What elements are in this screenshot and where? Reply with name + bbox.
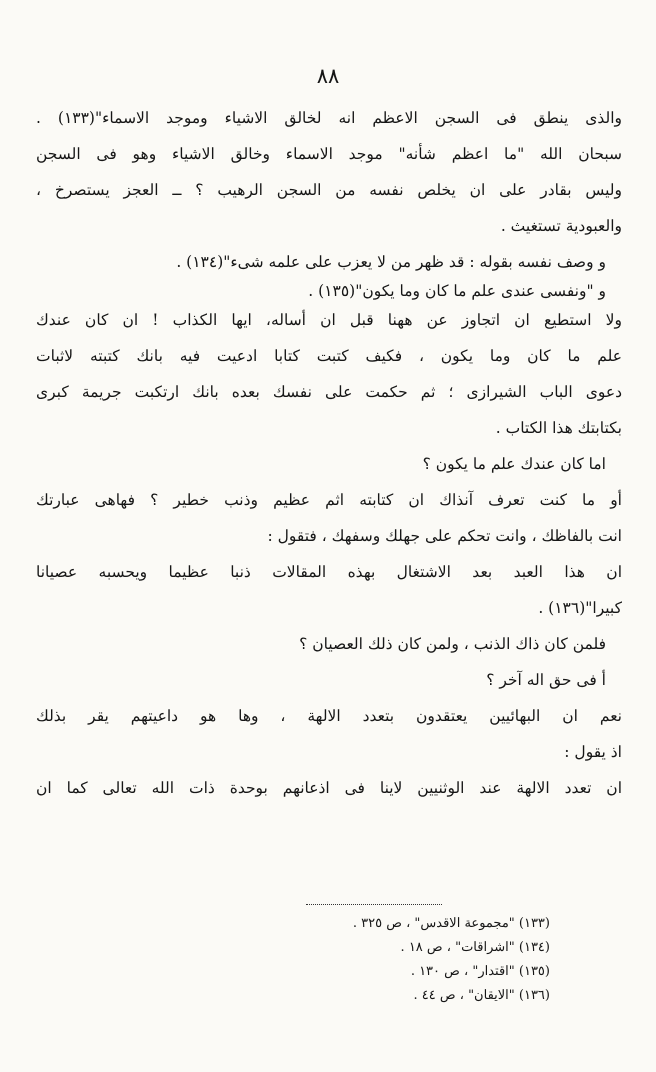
text-line: نعم ان البهائيين يعتقدون بتعدد الالهة ، وها هو داعيتهم يقر بذلك (36, 707, 622, 725)
text-line: سبحان الله "ما اعظم شأنه" موجد الاسماء وخالق الاشياء وهو فى السجن (36, 145, 622, 163)
text-line: و وصف نفسه بقوله : قد ظهر من لا يعزب على علمه شىء"(١٣٤) . (176, 253, 606, 271)
text-line: ان هذا العبد بعد الاشتغال بهذه المقالات ذنبا عظيما ويحسبه عصيانا (36, 563, 622, 581)
text-line: فلمن كان ذاك الذنب ، ولمن كان ذلك العصيان ؟ (299, 635, 606, 653)
text-line: وليس بقادر على ان يخلص نفسه من السجن الرهيب ؟ ــ العجز يستصرخ ، (36, 181, 622, 199)
text-line: بكتابتك هذا الكتاب . (495, 419, 622, 437)
footnotes (300, 912, 550, 1008)
main-text (36, 100, 622, 806)
text-line: أ فى حق اله آخر ؟ (486, 671, 606, 689)
text-line: اما كان عندك علم ما يكون ؟ (422, 455, 606, 473)
text-line: علم ما كان وما يكون ، فكيف كتبت كتابا ادعيت فيه بانك كتبته لاثبات (36, 347, 622, 365)
text-line: أو ما كنت تعرف آنذاك ان كتابته اثم عظيم وذنب خطير ؟ فهاهى عبارتك (36, 491, 622, 509)
text-line: والذى ينطق فى السجن الاعظم انه لخالق الاشياء وموجد الاسماء"(١٣٣) . (36, 109, 622, 127)
page-number: ٨٨ (316, 64, 340, 88)
footnote: (١٣٤) "اشراقات" ، ص ١٨ . (400, 940, 550, 955)
footnote: (١٣٥) "اقتدار" ، ص ١٣٠ . (410, 964, 550, 979)
text-line: و "ونفسى عندى علم ما كان وما يكون"(١٣٥) . (308, 282, 606, 300)
text-line: ولا استطيع ان اتجاوز عن ههنا قبل ان أساله، ايها الكذاب ! ان كان عندك (36, 311, 622, 329)
text-line: كبيرا"(١٣٦) . (538, 599, 622, 617)
footnote: (١٣٣) "مجموعة الاقدس" ، ص ٣٢٥ . (352, 916, 550, 931)
text-line: اذ يقول : (564, 743, 622, 761)
footnote: (١٣٦) "الايقان" ، ص ٤٤ . (413, 988, 550, 1003)
text-line: ان تعدد الالهة عند الوثنيين لاينا فى اذعانهم بوحدة ذات الله تعالى كما ان (36, 779, 622, 797)
footnote-divider (306, 904, 442, 905)
text-line: انت بالفاظك ، وانت تحكم على جهلك وسفهك ، فتقول : (267, 527, 622, 545)
text-line: والعبودية تستغيث . (500, 217, 622, 235)
text-line: دعوى الباب الشيرازى ؛ ثم حكمت على نفسك بعده بانك ارتكبت جريمة كبرى (36, 383, 622, 401)
